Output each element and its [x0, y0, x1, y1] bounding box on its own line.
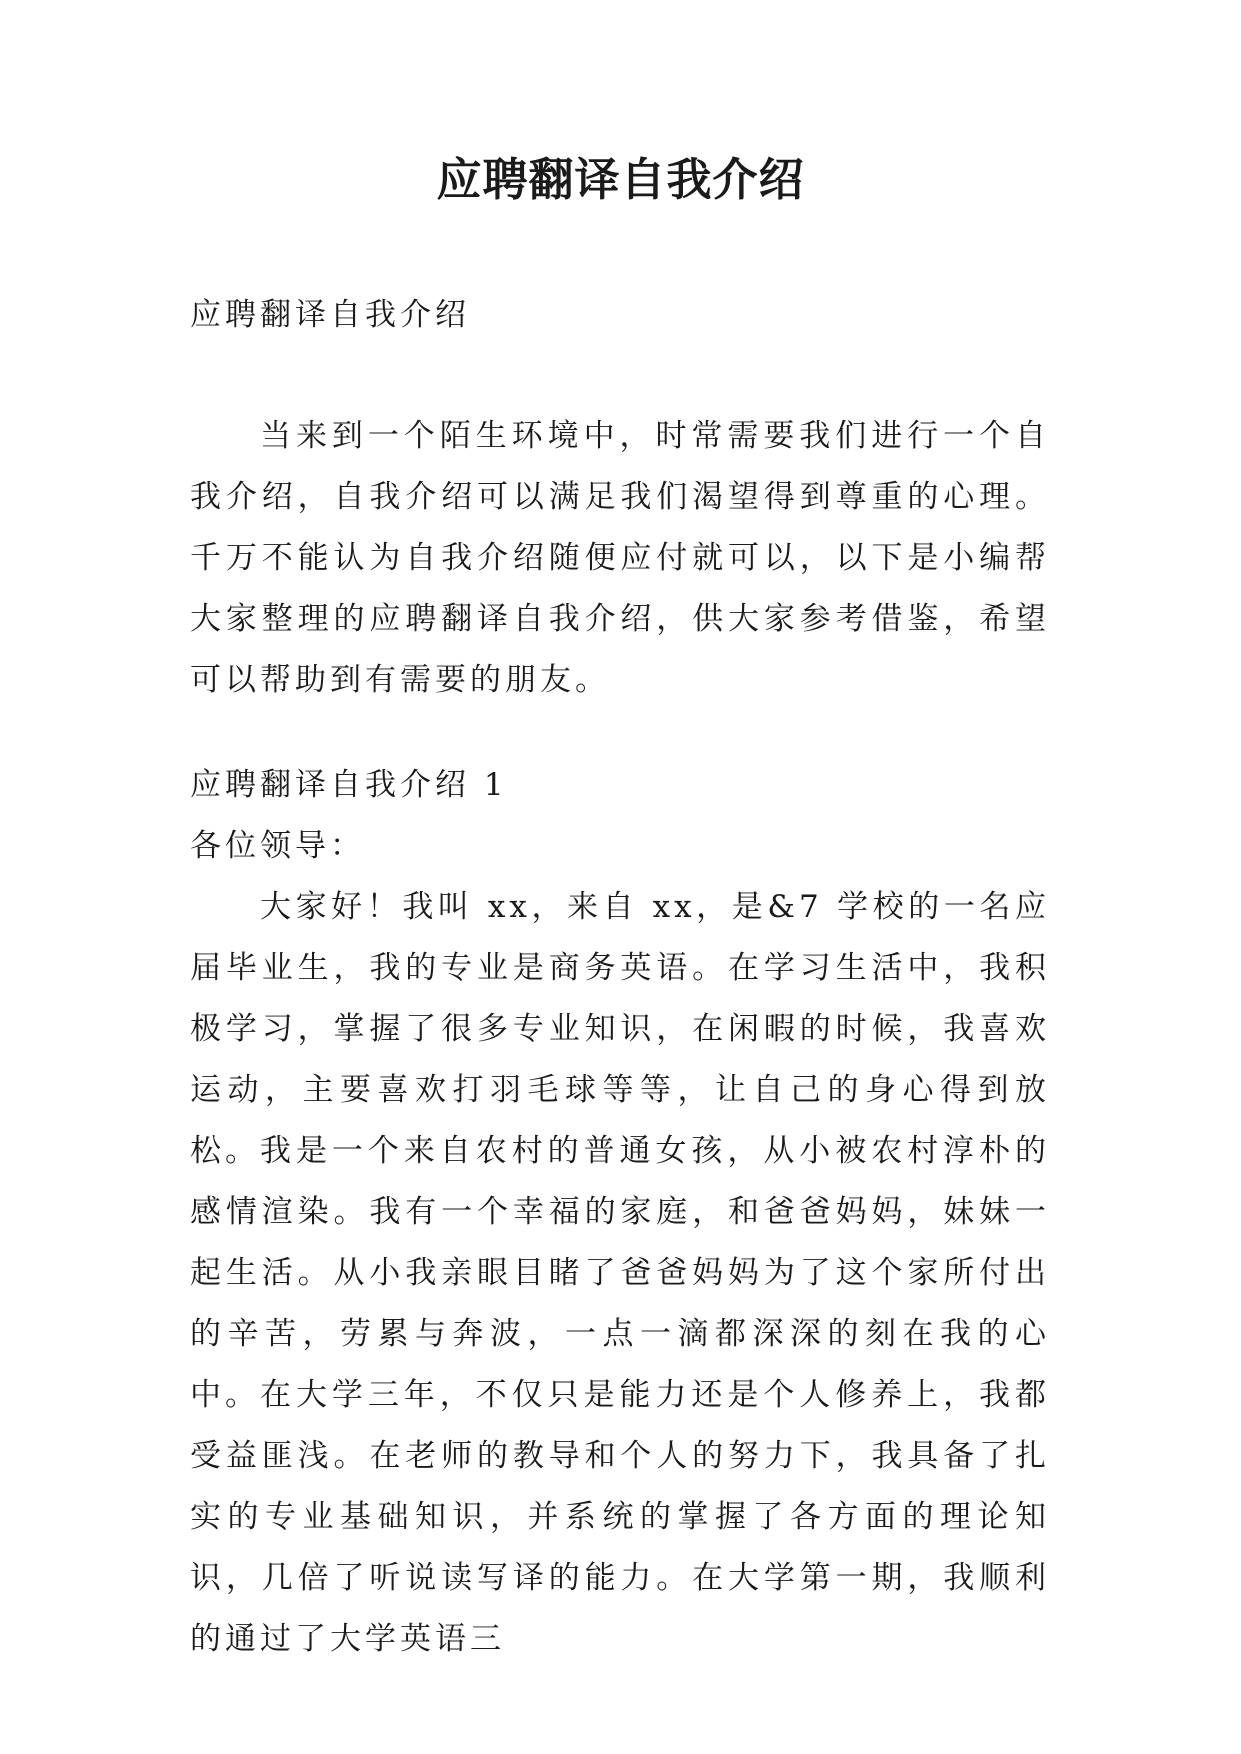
body-paragraph-2: 我是一个来自农村的普通女孩，从小被农村淳朴的感情渲染。我有一个幸福的家庭，和爸爸妈妈，妹妹一起生活。从小我亲眼目睹了爸爸妈妈为了这个家所付出的辛苦，劳累与奔波，一点一滴都深深的刻在我的心中。 [190, 1133, 1050, 1413]
intro-paragraph: 当来到一个陌生环境中，时常需要我们进行一个自我介绍，自我介绍可以满足我们渴望得到尊重的心理。千万不能认为自我介绍随便应付就可以，以下是小编帮大家整理的应聘翻译自我介绍，供大家参考借鉴，希望可以帮助到有需要的朋友。 [190, 418, 1050, 698]
body-paragraph-3: 在大学三年，不仅只是能力还是个人修养上，我都受益匪浅。在老师的教导和个人的努力下，我具备了扎实的专业基础知识，并系统的掌握了各方面的理论知识，几倍了听说读写译的能力。在大学第一期，我顺利的通过了大学英语三 [190, 1377, 1050, 1657]
section-heading: 应聘翻译自我介绍 1 [190, 767, 508, 803]
salutation: 各位领导： [190, 828, 365, 864]
document-subtitle: 应聘翻译自我介绍 [190, 297, 470, 333]
body-paragraph-1: 大家好！我叫 xx，来自 xx，是&7 学校的一名应届毕业生，我的专业是商务英语。在学习生活中，我积极学习，掌握了很多专业知识，在闲暇的时候，我喜欢运动，主要喜欢打羽毛球等等，让自己的身心得到放松。 [190, 889, 1050, 1169]
document-title: 应聘翻译自我介绍 [436, 153, 805, 206]
